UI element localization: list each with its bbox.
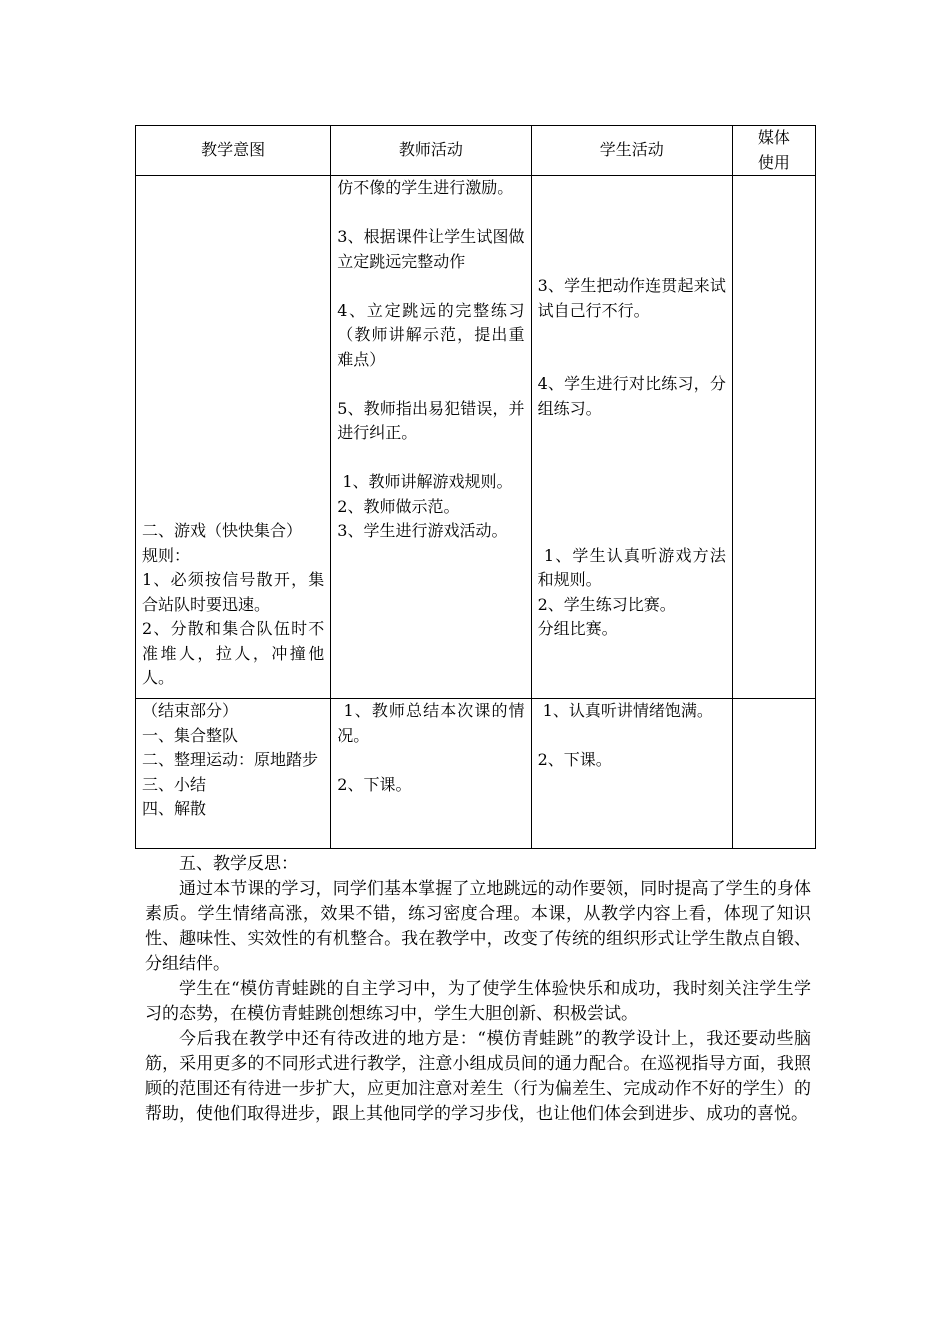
cell-student-ending: 1、认真听讲情绪饱满。 2、下课。 xyxy=(531,699,732,849)
reflection-paragraph: 学生在“模仿青蛙跳的自主学习中，为了使学生体验快乐和成功，我时刻关注学生学习的态势，在模仿青蛙跳创想练习中，学生大胆创新、积极尝试。 xyxy=(145,979,811,1024)
reflection-heading: 五、教学反思： xyxy=(179,854,298,874)
cell-intent-game: 二、游戏（快快集合） 规则： 1、必须按信号散开，集合站队时要迅速。 2、分散和集合队伍时不准堆人，拉人，冲撞他人。 xyxy=(136,176,331,699)
cell-intent-ending: （结束部分） 一、集合整队 二、整理运动：原地踏步 三、小结 四、解散 xyxy=(136,699,331,849)
table-row xyxy=(136,699,816,849)
teaching-reflection xyxy=(145,852,811,1127)
header-teaching-intent: 教学意图 xyxy=(136,126,331,176)
cell-teacher-activity: 仿不像的学生进行激励。 3、根据课件让学生试图做立定跳远完整动作 4、立定跳远的完整练习（教师讲解示范，提出重难点） 5、教师指出易犯错误，并进行纠正。 1、教师讲解游戏规则。 2、教师做示范。 3、学生进行游戏活动。 xyxy=(331,176,531,699)
table-row xyxy=(136,176,816,699)
cell-media-ending xyxy=(732,699,815,849)
cell-student-activity: 3、学生把动作连贯起来试试自己行不行。 4、学生进行对比练习，分组练习。 1、学生认真听游戏方法和规则。 2、学生练习比赛。 分组比赛。 xyxy=(531,176,732,699)
cell-media xyxy=(732,176,815,699)
cell-teacher-ending: 1、教师总结本次课的情况。 2、下课。 xyxy=(331,699,531,849)
header-media-use-text: 媒体 使用 xyxy=(757,128,790,172)
header-media-use xyxy=(732,126,815,176)
reflection-paragraph: 通过本节课的学习，同学们基本掌握了立地跳远的动作要领，同时提高了学生的身体素质。学生情绪高涨，效果不错，练习密度合理。本课，从教学内容上看，体现了知识性、趣味性、实效性的有机整合。我在教学中，改变了传统的组织形式让学生散点自锻、分组结伴。 xyxy=(145,879,811,974)
reflection-paragraph: 今后我在教学中还有待改进的地方是：“模仿青蛙跳”的教学设计上，我还要动些脑筋，采用更多的不同形式进行教学，注意小组成员间的通力配合。在巡视指导方面，我照顾的范围还有待进一步扩大，应更加注意对差生（行为偏差生、完成动作不好的学生）的帮助，使他们取得进步，跟上其他同学的学习步伐，也让他们体会到进步、成功的喜悦。 xyxy=(145,1029,811,1124)
header-student-activity: 学生活动 xyxy=(531,126,732,176)
table-header-row xyxy=(136,126,816,176)
header-teacher-activity: 教师活动 xyxy=(331,126,531,176)
lesson-plan-table xyxy=(135,125,816,849)
